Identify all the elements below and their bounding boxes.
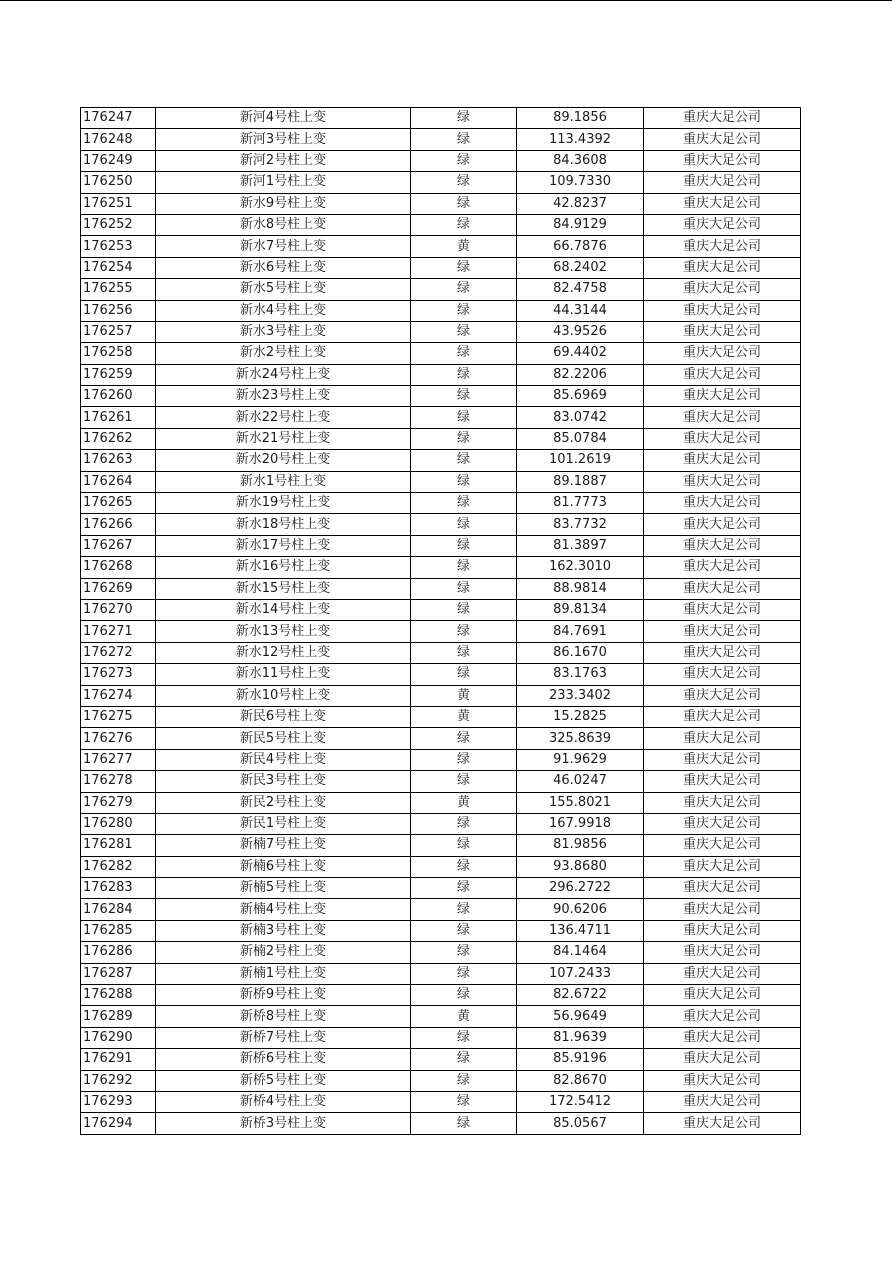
row-id-cell: 176277 [81, 749, 156, 770]
status-cell: 绿 [411, 856, 517, 877]
company-cell: 重庆大足公司 [644, 749, 801, 770]
company-cell: 重庆大足公司 [644, 150, 801, 171]
status-cell: 绿 [411, 386, 517, 407]
status-cell: 绿 [411, 1091, 517, 1112]
company-cell: 重庆大足公司 [644, 364, 801, 385]
page-top-rule [0, 0, 892, 1]
row-id-cell: 176272 [81, 642, 156, 663]
value-cell: 84.9129 [517, 214, 644, 235]
table-row [81, 792, 801, 813]
company-cell: 重庆大足公司 [644, 1091, 801, 1112]
table-row [81, 493, 801, 514]
value-cell: 107.2433 [517, 963, 644, 984]
value-cell: 89.1856 [517, 108, 644, 129]
row-id-cell: 176252 [81, 214, 156, 235]
table-row [81, 942, 801, 963]
company-cell: 重庆大足公司 [644, 407, 801, 428]
row-id-cell: 176279 [81, 792, 156, 813]
row-id-cell: 176268 [81, 557, 156, 578]
transformer-name-cell: 新水22号柱上变 [156, 407, 411, 428]
company-cell: 重庆大足公司 [644, 835, 801, 856]
row-id-cell: 176283 [81, 878, 156, 899]
row-id-cell: 176293 [81, 1091, 156, 1112]
value-cell: 162.3010 [517, 557, 644, 578]
company-cell: 重庆大足公司 [644, 685, 801, 706]
transformer-name-cell: 新水11号柱上变 [156, 664, 411, 685]
company-cell: 重庆大足公司 [644, 728, 801, 749]
table-body [81, 108, 801, 1135]
company-cell: 重庆大足公司 [644, 193, 801, 214]
company-cell: 重庆大足公司 [644, 514, 801, 535]
table-row [81, 1091, 801, 1112]
row-id-cell: 176278 [81, 771, 156, 792]
row-id-cell: 176263 [81, 450, 156, 471]
table-row [81, 514, 801, 535]
value-cell: 42.8237 [517, 193, 644, 214]
value-cell: 81.9856 [517, 835, 644, 856]
row-id-cell: 176282 [81, 856, 156, 877]
transformer-name-cell: 新楠4号柱上变 [156, 899, 411, 920]
company-cell: 重庆大足公司 [644, 621, 801, 642]
status-cell: 绿 [411, 1027, 517, 1048]
row-id-cell: 176261 [81, 407, 156, 428]
table-row [81, 685, 801, 706]
status-cell: 绿 [411, 129, 517, 150]
status-cell: 绿 [411, 920, 517, 941]
transformer-name-cell: 新水3号柱上变 [156, 321, 411, 342]
status-cell: 绿 [411, 899, 517, 920]
status-cell: 绿 [411, 1049, 517, 1070]
status-cell: 绿 [411, 599, 517, 620]
status-cell: 绿 [411, 257, 517, 278]
status-cell: 绿 [411, 321, 517, 342]
status-cell: 绿 [411, 300, 517, 321]
table-row [81, 1027, 801, 1048]
transformer-name-cell: 新水23号柱上变 [156, 386, 411, 407]
company-cell: 重庆大足公司 [644, 856, 801, 877]
row-id-cell: 176248 [81, 129, 156, 150]
row-id-cell: 176258 [81, 343, 156, 364]
table-row [81, 129, 801, 150]
transformer-name-cell: 新桥9号柱上变 [156, 985, 411, 1006]
table-row [81, 1070, 801, 1091]
status-cell: 绿 [411, 214, 517, 235]
transformer-name-cell: 新桥4号柱上变 [156, 1091, 411, 1112]
row-id-cell: 176285 [81, 920, 156, 941]
company-cell: 重庆大足公司 [644, 1070, 801, 1091]
status-cell: 黄 [411, 1006, 517, 1027]
table-row [81, 599, 801, 620]
company-cell: 重庆大足公司 [644, 279, 801, 300]
status-cell: 绿 [411, 813, 517, 834]
transformer-name-cell: 新河1号柱上变 [156, 172, 411, 193]
table-row [81, 920, 801, 941]
row-id-cell: 176290 [81, 1027, 156, 1048]
table-row [81, 172, 801, 193]
company-cell: 重庆大足公司 [644, 1113, 801, 1134]
value-cell: 136.4711 [517, 920, 644, 941]
row-id-cell: 176274 [81, 685, 156, 706]
status-cell: 绿 [411, 279, 517, 300]
value-cell: 83.1763 [517, 664, 644, 685]
row-id-cell: 176247 [81, 108, 156, 129]
transformer-table [80, 107, 801, 1135]
table-row [81, 236, 801, 257]
table-row [81, 343, 801, 364]
transformer-name-cell: 新水21号柱上变 [156, 428, 411, 449]
table-row [81, 300, 801, 321]
status-cell: 绿 [411, 749, 517, 770]
table-row [81, 364, 801, 385]
row-id-cell: 176256 [81, 300, 156, 321]
company-cell: 重庆大足公司 [644, 599, 801, 620]
table-row [81, 386, 801, 407]
transformer-name-cell: 新河4号柱上变 [156, 108, 411, 129]
value-cell: 89.8134 [517, 599, 644, 620]
company-cell: 重庆大足公司 [644, 963, 801, 984]
value-cell: 101.2619 [517, 450, 644, 471]
table-row [81, 471, 801, 492]
table-row [81, 1006, 801, 1027]
row-id-cell: 176265 [81, 493, 156, 514]
value-cell: 172.5412 [517, 1091, 644, 1112]
value-cell: 88.9814 [517, 578, 644, 599]
transformer-name-cell: 新民6号柱上变 [156, 706, 411, 727]
company-cell: 重庆大足公司 [644, 771, 801, 792]
table-row [81, 535, 801, 556]
table-row [81, 450, 801, 471]
status-cell: 绿 [411, 621, 517, 642]
row-id-cell: 176262 [81, 428, 156, 449]
row-id-cell: 176286 [81, 942, 156, 963]
table-row [81, 279, 801, 300]
company-cell: 重庆大足公司 [644, 706, 801, 727]
transformer-name-cell: 新桥5号柱上变 [156, 1070, 411, 1091]
table-row [81, 150, 801, 171]
value-cell: 15.2825 [517, 706, 644, 727]
transformer-name-cell: 新水18号柱上变 [156, 514, 411, 535]
status-cell: 绿 [411, 1113, 517, 1134]
row-id-cell: 176284 [81, 899, 156, 920]
row-id-cell: 176276 [81, 728, 156, 749]
row-id-cell: 176249 [81, 150, 156, 171]
row-id-cell: 176275 [81, 706, 156, 727]
table-row [81, 749, 801, 770]
value-cell: 44.3144 [517, 300, 644, 321]
value-cell: 84.1464 [517, 942, 644, 963]
value-cell: 81.7773 [517, 493, 644, 514]
value-cell: 56.9649 [517, 1006, 644, 1027]
row-id-cell: 176266 [81, 514, 156, 535]
row-id-cell: 176281 [81, 835, 156, 856]
table-row [81, 108, 801, 129]
value-cell: 83.7732 [517, 514, 644, 535]
table-row [81, 321, 801, 342]
transformer-name-cell: 新水14号柱上变 [156, 599, 411, 620]
company-cell: 重庆大足公司 [644, 493, 801, 514]
value-cell: 81.9639 [517, 1027, 644, 1048]
status-cell: 绿 [411, 728, 517, 749]
table-row [81, 1113, 801, 1134]
transformer-name-cell: 新民3号柱上变 [156, 771, 411, 792]
status-cell: 绿 [411, 1070, 517, 1091]
transformer-name-cell: 新民1号柱上变 [156, 813, 411, 834]
value-cell: 82.8670 [517, 1070, 644, 1091]
company-cell: 重庆大足公司 [644, 108, 801, 129]
company-cell: 重庆大足公司 [644, 214, 801, 235]
value-cell: 91.9629 [517, 749, 644, 770]
transformer-name-cell: 新民2号柱上变 [156, 792, 411, 813]
transformer-name-cell: 新民4号柱上变 [156, 749, 411, 770]
table-row [81, 428, 801, 449]
table-row [81, 963, 801, 984]
company-cell: 重庆大足公司 [644, 642, 801, 663]
table-row [81, 621, 801, 642]
row-id-cell: 176259 [81, 364, 156, 385]
company-cell: 重庆大足公司 [644, 535, 801, 556]
table-row [81, 557, 801, 578]
row-id-cell: 176294 [81, 1113, 156, 1134]
row-id-cell: 176255 [81, 279, 156, 300]
status-cell: 绿 [411, 535, 517, 556]
company-cell: 重庆大足公司 [644, 664, 801, 685]
company-cell: 重庆大足公司 [644, 920, 801, 941]
transformer-name-cell: 新楠6号柱上变 [156, 856, 411, 877]
value-cell: 68.2402 [517, 257, 644, 278]
value-cell: 66.7876 [517, 236, 644, 257]
row-id-cell: 176253 [81, 236, 156, 257]
table-row [81, 878, 801, 899]
status-cell: 黄 [411, 236, 517, 257]
table-row [81, 407, 801, 428]
transformer-name-cell: 新水7号柱上变 [156, 236, 411, 257]
transformer-name-cell: 新水13号柱上变 [156, 621, 411, 642]
table-row [81, 706, 801, 727]
value-cell: 81.3897 [517, 535, 644, 556]
row-id-cell: 176287 [81, 963, 156, 984]
value-cell: 90.6206 [517, 899, 644, 920]
value-cell: 85.0784 [517, 428, 644, 449]
row-id-cell: 176289 [81, 1006, 156, 1027]
transformer-name-cell: 新水12号柱上变 [156, 642, 411, 663]
row-id-cell: 176292 [81, 1070, 156, 1091]
row-id-cell: 176250 [81, 172, 156, 193]
transformer-name-cell: 新水19号柱上变 [156, 493, 411, 514]
value-cell: 46.0247 [517, 771, 644, 792]
table-row [81, 193, 801, 214]
row-id-cell: 176264 [81, 471, 156, 492]
status-cell: 绿 [411, 835, 517, 856]
table-row [81, 214, 801, 235]
table-row [81, 1049, 801, 1070]
row-id-cell: 176254 [81, 257, 156, 278]
company-cell: 重庆大足公司 [644, 557, 801, 578]
value-cell: 296.2722 [517, 878, 644, 899]
value-cell: 84.7691 [517, 621, 644, 642]
value-cell: 84.3608 [517, 150, 644, 171]
transformer-name-cell: 新水15号柱上变 [156, 578, 411, 599]
value-cell: 86.1670 [517, 642, 644, 663]
company-cell: 重庆大足公司 [644, 471, 801, 492]
status-cell: 绿 [411, 150, 517, 171]
transformer-name-cell: 新水10号柱上变 [156, 685, 411, 706]
value-cell: 109.7330 [517, 172, 644, 193]
status-cell: 绿 [411, 193, 517, 214]
company-cell: 重庆大足公司 [644, 1027, 801, 1048]
transformer-name-cell: 新民5号柱上变 [156, 728, 411, 749]
table-row [81, 728, 801, 749]
transformer-name-cell: 新水6号柱上变 [156, 257, 411, 278]
status-cell: 黄 [411, 792, 517, 813]
row-id-cell: 176269 [81, 578, 156, 599]
status-cell: 绿 [411, 471, 517, 492]
row-id-cell: 176280 [81, 813, 156, 834]
value-cell: 85.0567 [517, 1113, 644, 1134]
company-cell: 重庆大足公司 [644, 343, 801, 364]
company-cell: 重庆大足公司 [644, 985, 801, 1006]
value-cell: 82.4758 [517, 279, 644, 300]
company-cell: 重庆大足公司 [644, 129, 801, 150]
status-cell: 绿 [411, 878, 517, 899]
value-cell: 85.9196 [517, 1049, 644, 1070]
value-cell: 113.4392 [517, 129, 644, 150]
company-cell: 重庆大足公司 [644, 792, 801, 813]
company-cell: 重庆大足公司 [644, 942, 801, 963]
status-cell: 绿 [411, 771, 517, 792]
value-cell: 93.8680 [517, 856, 644, 877]
company-cell: 重庆大足公司 [644, 386, 801, 407]
status-cell: 绿 [411, 407, 517, 428]
transformer-name-cell: 新水8号柱上变 [156, 214, 411, 235]
status-cell: 绿 [411, 557, 517, 578]
table-row [81, 985, 801, 1006]
table-row [81, 578, 801, 599]
status-cell: 绿 [411, 364, 517, 385]
company-cell: 重庆大足公司 [644, 257, 801, 278]
row-id-cell: 176257 [81, 321, 156, 342]
value-cell: 85.6969 [517, 386, 644, 407]
status-cell: 绿 [411, 514, 517, 535]
company-cell: 重庆大足公司 [644, 578, 801, 599]
transformer-name-cell: 新楠3号柱上变 [156, 920, 411, 941]
status-cell: 绿 [411, 428, 517, 449]
value-cell: 89.1887 [517, 471, 644, 492]
table-row [81, 642, 801, 663]
transformer-name-cell: 新楠2号柱上变 [156, 942, 411, 963]
company-cell: 重庆大足公司 [644, 1049, 801, 1070]
transformer-name-cell: 新水4号柱上变 [156, 300, 411, 321]
row-id-cell: 176273 [81, 664, 156, 685]
status-cell: 绿 [411, 493, 517, 514]
value-cell: 69.4402 [517, 343, 644, 364]
company-cell: 重庆大足公司 [644, 321, 801, 342]
transformer-name-cell: 新桥6号柱上变 [156, 1049, 411, 1070]
transformer-name-cell: 新楠5号柱上变 [156, 878, 411, 899]
value-cell: 43.9526 [517, 321, 644, 342]
transformer-name-cell: 新桥8号柱上变 [156, 1006, 411, 1027]
status-cell: 绿 [411, 963, 517, 984]
company-cell: 重庆大足公司 [644, 172, 801, 193]
status-cell: 绿 [411, 172, 517, 193]
status-cell: 绿 [411, 942, 517, 963]
row-id-cell: 176291 [81, 1049, 156, 1070]
status-cell: 绿 [411, 985, 517, 1006]
status-cell: 绿 [411, 108, 517, 129]
company-cell: 重庆大足公司 [644, 899, 801, 920]
transformer-name-cell: 新水5号柱上变 [156, 279, 411, 300]
table-row [81, 856, 801, 877]
company-cell: 重庆大足公司 [644, 1006, 801, 1027]
transformer-name-cell: 新河2号柱上变 [156, 150, 411, 171]
table-row [81, 664, 801, 685]
status-cell: 绿 [411, 343, 517, 364]
value-cell: 167.9918 [517, 813, 644, 834]
transformer-name-cell: 新水2号柱上变 [156, 343, 411, 364]
status-cell: 绿 [411, 664, 517, 685]
company-cell: 重庆大足公司 [644, 450, 801, 471]
value-cell: 233.3402 [517, 685, 644, 706]
row-id-cell: 176260 [81, 386, 156, 407]
transformer-name-cell: 新水24号柱上变 [156, 364, 411, 385]
status-cell: 绿 [411, 450, 517, 471]
value-cell: 155.8021 [517, 792, 644, 813]
transformer-name-cell: 新水16号柱上变 [156, 557, 411, 578]
transformer-name-cell: 新水17号柱上变 [156, 535, 411, 556]
row-id-cell: 176270 [81, 599, 156, 620]
table-row [81, 835, 801, 856]
table-row [81, 771, 801, 792]
transformer-name-cell: 新楠1号柱上变 [156, 963, 411, 984]
row-id-cell: 176251 [81, 193, 156, 214]
row-id-cell: 176288 [81, 985, 156, 1006]
status-cell: 绿 [411, 578, 517, 599]
transformer-name-cell: 新楠7号柱上变 [156, 835, 411, 856]
value-cell: 82.2206 [517, 364, 644, 385]
status-cell: 绿 [411, 642, 517, 663]
status-cell: 黄 [411, 685, 517, 706]
company-cell: 重庆大足公司 [644, 300, 801, 321]
transformer-name-cell: 新河3号柱上变 [156, 129, 411, 150]
status-cell: 黄 [411, 706, 517, 727]
company-cell: 重庆大足公司 [644, 236, 801, 257]
company-cell: 重庆大足公司 [644, 813, 801, 834]
value-cell: 325.8639 [517, 728, 644, 749]
company-cell: 重庆大足公司 [644, 878, 801, 899]
table-row [81, 257, 801, 278]
row-id-cell: 176267 [81, 535, 156, 556]
company-cell: 重庆大足公司 [644, 428, 801, 449]
transformer-name-cell: 新水1号柱上变 [156, 471, 411, 492]
value-cell: 83.0742 [517, 407, 644, 428]
transformer-name-cell: 新桥3号柱上变 [156, 1113, 411, 1134]
transformer-name-cell: 新桥7号柱上变 [156, 1027, 411, 1048]
table-row [81, 813, 801, 834]
table-row [81, 899, 801, 920]
transformer-name-cell: 新水20号柱上变 [156, 450, 411, 471]
row-id-cell: 176271 [81, 621, 156, 642]
value-cell: 82.6722 [517, 985, 644, 1006]
transformer-name-cell: 新水9号柱上变 [156, 193, 411, 214]
